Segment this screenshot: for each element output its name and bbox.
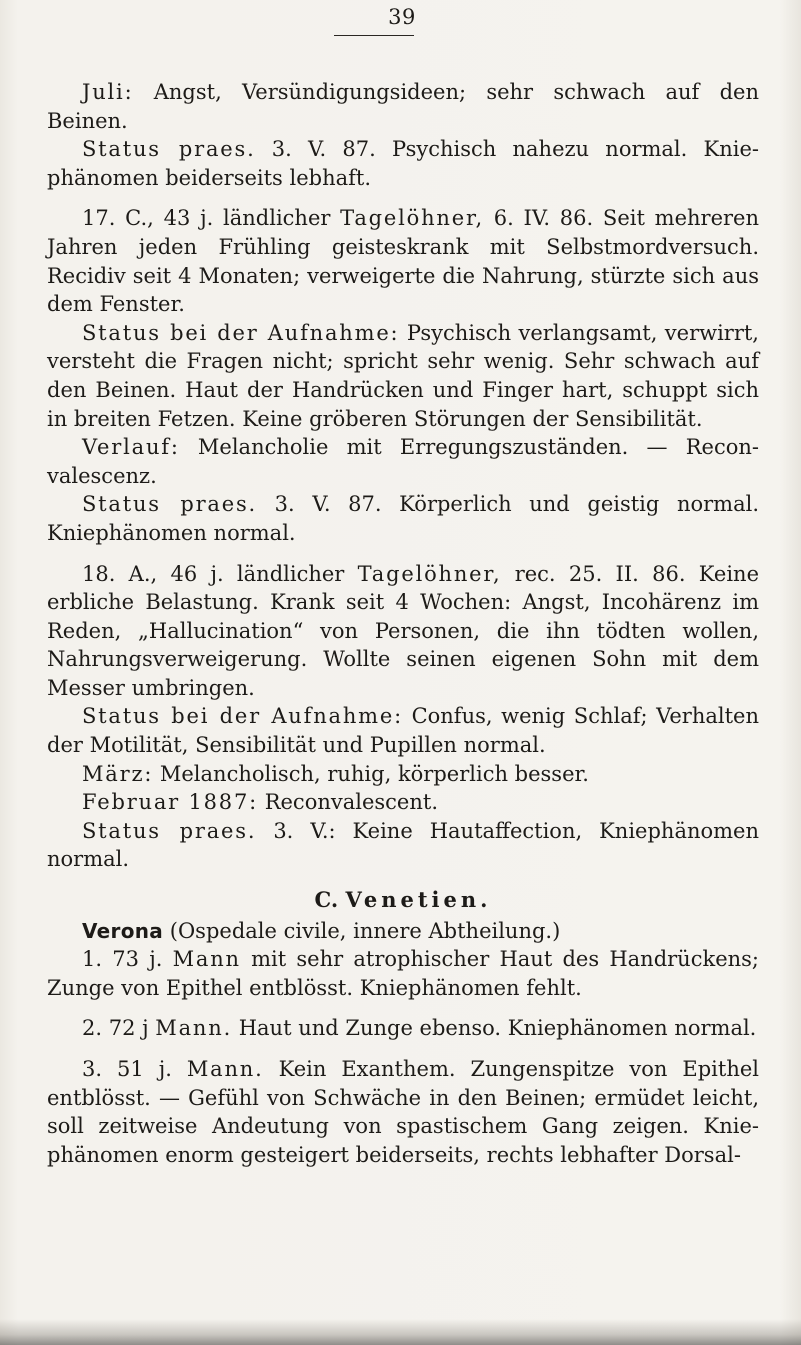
spaced-term: Verlauf: xyxy=(82,435,180,460)
text-run: rec. 25. II. 86. Keine erbliche Belastung. Krank seit 4 Wochen: Angst, Incohärenz im Reden, „Hallucination“ von Personen, die ihn tödten wollen, Nahrungsverweigerung. Wollte seinen eigenen Sohn mit dem Messer umbringen. xyxy=(47,561,759,700)
spaced-term: Februar 1887: xyxy=(82,790,259,815)
paragraph xyxy=(47,135,759,192)
text-run: 3. V.: Keine Hautaffection, Kniephänomen normal. xyxy=(47,818,759,872)
text-run: (Ospedale civile, innere Abtheilung.) xyxy=(163,918,561,943)
text-run: Confus, wenig Schlaf; Verhalten der Motilität, Sensibilität und Pupillen normal. xyxy=(47,704,759,758)
spaced-term: Status bei der Aufnahme: xyxy=(82,704,403,729)
paragraph xyxy=(47,817,759,874)
text-run: Haut und Zunge ebenso. Kniephänomen normal. xyxy=(232,1016,757,1041)
text-run: 3. V. 87. Psychisch nahezu normal. Kniephänomen beiderseits lebhaft. xyxy=(47,137,759,190)
spaced-term: Mann xyxy=(172,947,241,972)
paragraph xyxy=(47,788,759,817)
paragraph xyxy=(47,1014,759,1043)
place-name: Verona xyxy=(82,918,164,943)
text-run: Melancholisch, ruhig, körperlich besser. xyxy=(153,761,589,786)
text-run: Psychisch verlangsamt, verwirrt, versteht die Fragen nicht; spricht sehr wenig. Sehr schwach auf den Beinen. Haut der Handrücken und Finger hart, schuppt sich in breiten Fetzen. Keine gröberen Störungen der Sensibilität. xyxy=(47,320,759,431)
section-title: Venetien. xyxy=(345,887,492,913)
spaced-term: Tagelöhner, xyxy=(357,561,502,586)
text-run: 3. V. 87. Körperlich und geistig normal. Kniephänomen normal. xyxy=(47,492,760,545)
spaced-term: März: xyxy=(82,761,154,786)
spaced-term: Juli: xyxy=(82,80,134,104)
paragraph xyxy=(47,319,759,433)
text-run: 18. A., 46 j. ländlicher xyxy=(82,561,358,586)
verona-records-block xyxy=(47,917,759,1170)
scan-edge-shadow xyxy=(0,1319,801,1345)
page-number-rule xyxy=(334,35,414,36)
section-prefix: C. xyxy=(314,887,339,913)
text-run: 2. 72 j xyxy=(82,1016,156,1041)
text-run: Kein Exanthem. Zungenspitze von Epithel entblösst. — Gefühl von Schwäche in den Beinen; ermüdet leicht, soll zeitweise Andeutung von spastischem Gang zeigen. Kniephänomen enorm gesteigert beiderseits, rechts lebhafter Dorsal- xyxy=(47,1057,759,1167)
paragraph xyxy=(47,433,759,490)
text-run: 6. IV. 86. Seit mehreren Jahren jeden Frühling geisteskrank mit Selbstmordversuch. Recidiv seit 4 Monaten; verweigerte die Nahrung, stürzte sich aus dem Fenster. xyxy=(47,206,759,317)
text-run: mit sehr atrophischer Haut des Handrückens; Zunge von Epithel entblösst. Kniephänomen fehlt. xyxy=(47,947,759,1000)
spaced-term: Status praes. xyxy=(82,818,257,843)
section-heading xyxy=(47,886,759,915)
paragraph xyxy=(47,490,759,547)
paragraph xyxy=(47,945,759,1002)
paragraph xyxy=(47,702,759,759)
page-number: 39 xyxy=(388,5,416,29)
spaced-term: Mann. xyxy=(186,1057,264,1081)
case-records-block xyxy=(47,78,759,874)
spaced-term: Mann. xyxy=(155,1016,233,1041)
paragraph xyxy=(47,560,759,703)
spaced-term: Status bei der Aufnahme: xyxy=(82,320,400,345)
text-run: Reconvalescent. xyxy=(258,790,438,815)
text-run: Angst, Versündigungsideen; sehr schwach auf den Beinen. xyxy=(47,80,759,133)
spaced-term: Tagelöhner, xyxy=(340,206,484,231)
body-text xyxy=(47,78,759,1169)
spaced-term: Status praes. xyxy=(82,137,256,162)
spaced-term: Status praes. xyxy=(82,492,258,517)
paragraph xyxy=(47,204,759,318)
paragraph xyxy=(47,760,759,789)
text-run: 17. C., 43 j. ländlicher xyxy=(82,206,341,231)
paragraph xyxy=(47,1055,759,1169)
text-run: 1. 73 j. xyxy=(82,947,173,972)
paragraph xyxy=(47,917,759,946)
text-run: Melancholie mit Erregungszuständen. — Reconvalescenz. xyxy=(47,435,759,488)
paragraph xyxy=(47,78,759,135)
text-run: 3. 51 j. xyxy=(82,1057,187,1081)
